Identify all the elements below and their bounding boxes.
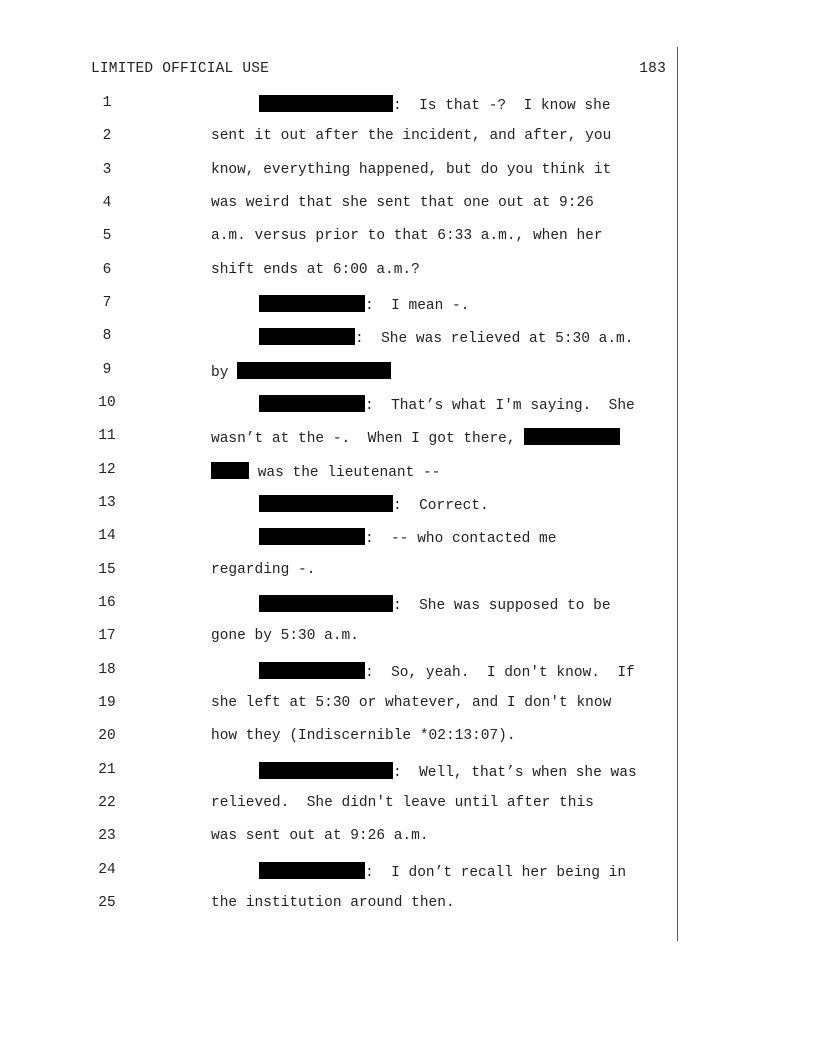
speaker-text: : She was supposed to be — [393, 598, 611, 614]
line-number: 23 — [98, 828, 116, 844]
transcript-line — [0, 895, 816, 928]
redaction-box — [259, 528, 365, 545]
speaker-text: : So, yeah. I don't know. If — [365, 665, 635, 681]
line-number: 2 — [102, 128, 112, 144]
redaction-box — [259, 862, 365, 879]
line-text: sent it out after the incident, and after, you — [211, 128, 612, 144]
transcript-line — [0, 95, 816, 128]
transcript-line — [0, 695, 816, 728]
line-number: 19 — [98, 695, 116, 711]
line-number: 25 — [98, 895, 116, 911]
line-number: 20 — [98, 728, 116, 744]
line-number: 4 — [102, 195, 112, 211]
transcript-line — [0, 495, 816, 528]
line-text — [259, 528, 556, 547]
transcript-line — [0, 262, 816, 295]
transcript-line — [0, 762, 816, 795]
transcript-line — [0, 328, 816, 361]
line-text: the institution around then. — [211, 895, 455, 911]
transcript-line — [0, 162, 816, 195]
line-number: 18 — [98, 662, 116, 678]
line-text — [259, 595, 611, 614]
line-text — [259, 862, 626, 881]
line-number: 7 — [102, 295, 112, 311]
speaker-text: : Correct. — [393, 498, 489, 514]
redaction-box — [259, 328, 355, 345]
redaction-box — [211, 462, 249, 479]
transcript-line — [0, 462, 816, 495]
speaker-text: : She was relieved at 5:30 a.m. — [355, 331, 634, 347]
transcript-line — [0, 295, 816, 328]
transcript-line — [0, 428, 816, 461]
line-text: was weird that she sent that one out at 9:26 — [211, 195, 594, 211]
line-text — [211, 362, 391, 381]
line-text — [259, 295, 469, 314]
line-number: 10 — [98, 395, 116, 411]
line-text: was sent out at 9:26 a.m. — [211, 828, 429, 844]
line-number: 1 — [102, 95, 112, 111]
transcript-line — [0, 728, 816, 761]
redaction-box — [237, 362, 391, 379]
redaction-box — [259, 662, 365, 679]
line-number: 17 — [98, 628, 116, 644]
line-text — [259, 95, 611, 114]
redaction-box — [259, 495, 393, 512]
transcript-line — [0, 195, 816, 228]
redaction-box — [259, 295, 365, 312]
line-number: 14 — [98, 528, 116, 544]
line-text: she left at 5:30 or whatever, and I don't know — [211, 695, 612, 711]
header-classification: LIMITED OFFICIAL USE — [91, 61, 270, 77]
transcript-line — [0, 228, 816, 261]
line-text: gone by 5:30 a.m. — [211, 628, 359, 644]
speaker-text: : I don’t recall her being in — [365, 865, 627, 881]
line-text: how they (Indiscernible *02:13:07). — [211, 728, 516, 744]
speaker-text: : -- who contacted me — [365, 531, 557, 547]
transcript-line — [0, 562, 816, 595]
line-text: know, everything happened, but do you think it — [211, 162, 612, 178]
redaction-box — [259, 95, 393, 112]
line-text: a.m. versus prior to that 6:33 a.m., when her — [211, 228, 603, 244]
redaction-box — [259, 595, 393, 612]
line-number: 15 — [98, 562, 116, 578]
redaction-box — [259, 762, 393, 779]
line-number: 22 — [98, 795, 116, 811]
transcript-line — [0, 395, 816, 428]
transcript-line — [0, 128, 816, 161]
line-body: was the lieutenant -- — [249, 465, 441, 481]
line-text — [259, 762, 637, 781]
speaker-text: : That’s what I'm saying. She — [365, 398, 635, 414]
line-text — [259, 395, 635, 414]
transcript-line — [0, 628, 816, 661]
redaction-box — [524, 428, 620, 445]
line-text — [259, 495, 489, 514]
line-prefix: by — [211, 365, 238, 381]
line-text — [211, 462, 440, 481]
speaker-text: : Is that -? I know she — [393, 98, 611, 114]
transcript-line — [0, 595, 816, 628]
line-number: 6 — [102, 262, 112, 278]
line-text — [259, 328, 633, 347]
transcript-line — [0, 795, 816, 828]
line-number: 3 — [102, 162, 112, 178]
header-page-number: 183 — [639, 61, 666, 77]
line-text — [211, 428, 620, 447]
redaction-box — [259, 395, 365, 412]
line-text: shift ends at 6:00 a.m.? — [211, 262, 420, 278]
transcript-line — [0, 362, 816, 395]
line-number: 12 — [98, 462, 116, 478]
line-text — [259, 662, 635, 681]
speaker-text: : Well, that’s when she was — [393, 765, 637, 781]
line-text: regarding -. — [211, 562, 316, 578]
line-number: 21 — [98, 762, 116, 778]
line-number: 9 — [102, 362, 112, 378]
line-number: 13 — [98, 495, 116, 511]
line-number: 16 — [98, 595, 116, 611]
line-number: 8 — [102, 328, 112, 344]
line-text: relieved. She didn't leave until after this — [211, 795, 594, 811]
transcript-line — [0, 528, 816, 561]
transcript-line — [0, 828, 816, 861]
line-body: wasn’t at the -. When I got there, — [211, 431, 525, 447]
transcript-line — [0, 662, 816, 695]
transcript-line — [0, 862, 816, 895]
speaker-text: : I mean -. — [365, 298, 470, 314]
line-number: 11 — [98, 428, 116, 444]
line-number: 24 — [98, 862, 116, 878]
line-number: 5 — [102, 228, 112, 244]
